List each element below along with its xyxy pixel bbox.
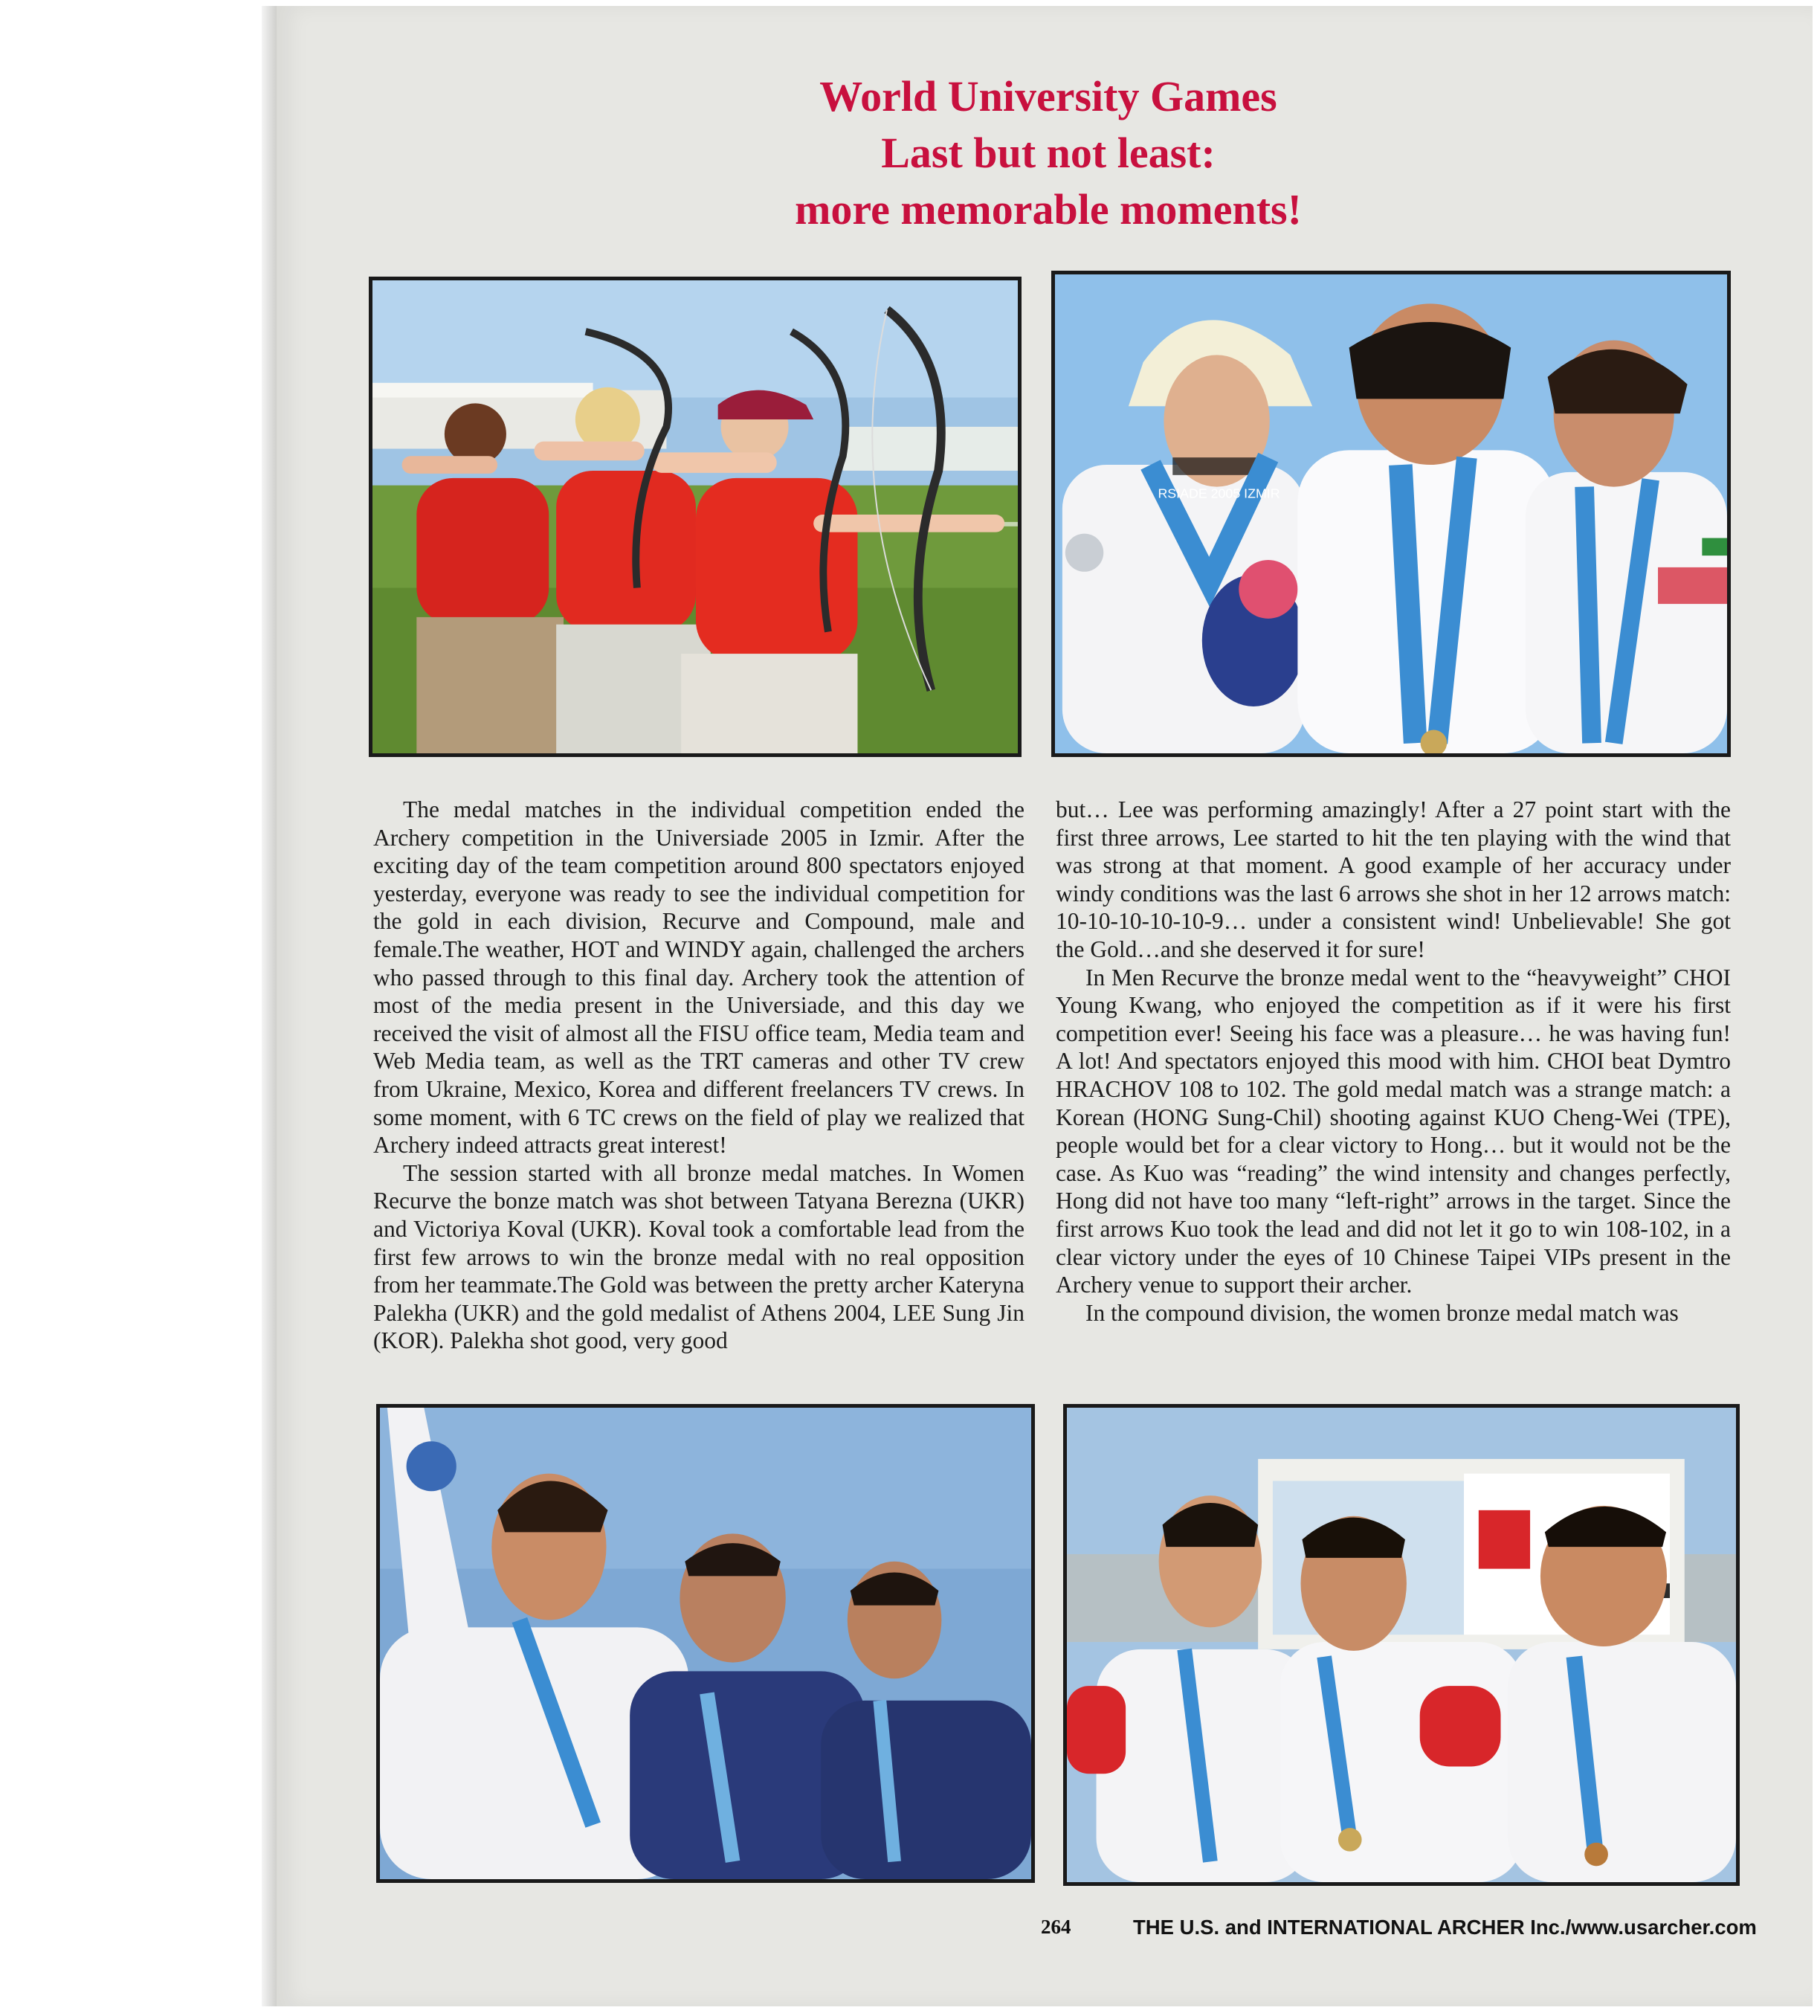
publisher-footer: THE U.S. and INTERNATIONAL ARCHER Inc./www.usarcher.com xyxy=(1133,1916,1757,1939)
photo-women-recurve-medalists xyxy=(1051,271,1731,757)
paragraph: but… Lee was performing amazingly! After a 27 point start with the first three arrows, Lee started to hit the ten playing with the wind that was strong at that moment. A good example of her accuracy under windy conditions was the last 6 arrows she shot in her 12 arrows match: 10-10-10-10-10-9… under a consistent wind! Unbelievable! She got the Gold…and she deserved it for sure! xyxy=(1056,796,1731,962)
paragraph: In the compound division, the women bronze medal match was xyxy=(1085,1299,1679,1326)
title-line-3: more memorable moments! xyxy=(795,185,1302,234)
photo-men-compound-medalists xyxy=(1063,1404,1740,1886)
article-column-right xyxy=(1056,796,1731,1327)
paragraph: The session started with all bronze medal matches. In Women Recurve the bonze match was shot between Tatyana Berezna (UKR) and Victoriya Koval (UKR). Koval took a comfortable lead from the first few arrows to win the bronze medal with no real opposition from her teammate.The Gold was between the pretty archer Kateryna Palekha (UKR) and the gold medalist of Athens 2004, LEE Sung Jin (KOR). Palekha shot good, very good xyxy=(373,1159,1024,1354)
page-edge-shadow xyxy=(262,6,277,2006)
title-line-1: World University Games xyxy=(819,72,1277,120)
lanyard-text: RSIADE 2005 IZMIR xyxy=(1158,486,1280,501)
article-title xyxy=(714,68,1383,238)
photo-women-archers-drawing xyxy=(369,277,1022,757)
article-column-left xyxy=(373,796,1024,1355)
paragraph: The medal matches in the individual competition ended the Archery competition in the Universiade 2005 in Izmir. After the exciting day of the team competition around 800 spectators enjoyed yesterday, everyone was ready to see the individual competition for the gold in each division, Recurve and Compound, male and female.The weather, HOT and WINDY again, challenged the archers who passed through to this final day. Archery took the attention of most of the media present in the Universiade, and this day we received the visit of almost all the FISU office team, Media team and Web Media team, as well as the TRT cameras and other TV crew from Ukraine, Mexico, Korea and different freelancers TV crews. In some moment, with 6 TC crews on the field of play we realized that Archery indeed attracts great interest! xyxy=(373,796,1024,1159)
page-number: 264 xyxy=(1041,1916,1071,1938)
photo-men-recurve-medalists xyxy=(376,1404,1035,1883)
paragraph: In Men Recurve the bronze medal went to the “heavyweight” CHOI Young Kwang, who enjoyed the competition as if it were his first competition ever! Seeing his face was a pleasure… he was having fun! A lot! And spectators enjoyed this mood with him. CHOI beat Dymtro HRACHOV 108 to 102. The gold medal match was a strange match: a Korean (HONG Sung-Chil) shooting against KUO Cheng-Wei (TPE), people would bet for a clear victory to Hong… but it would not be the case. As Kuo was “reading” the wind intensity and changes perfectly, Hong did not have too many “left-right” arrows in the target. Since the first arrows Kuo took the lead and did not let it go to win 108-102, in a clear victory under the eyes of 10 Chinese Taipei VIPs present in the Archery venue to support their archer. xyxy=(1056,964,1731,1298)
title-line-2: Last but not least: xyxy=(881,129,1216,177)
